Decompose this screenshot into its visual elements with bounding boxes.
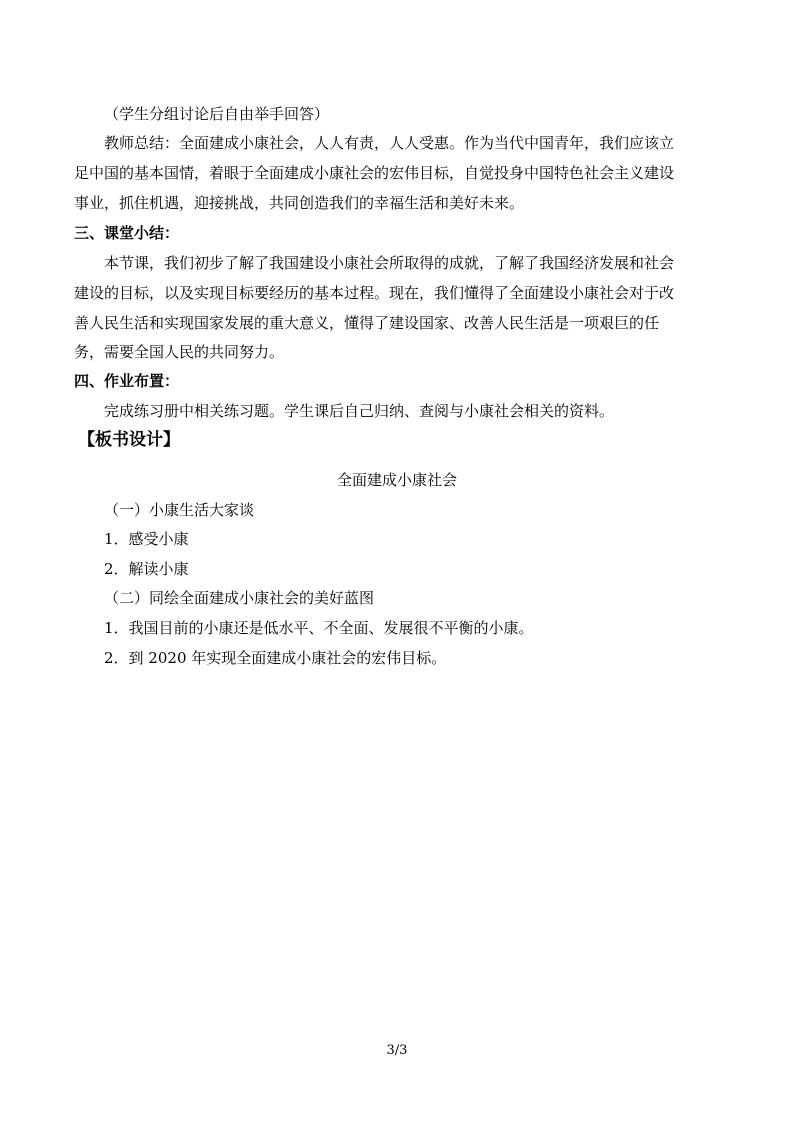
discussion-note: （学生分组讨论后自由举手回答） bbox=[104, 105, 330, 123]
summary-line-2: 建设的目标，以及实现目标要经历的基本过程。现在，我们懂得了全面建设小康社会对于改 bbox=[74, 284, 675, 302]
summary-line-3: 善人民生活和实现国家发展的重大意义，懂得了建设国家、改善人民生活是一项艰巨的任 bbox=[74, 314, 660, 332]
section-heading-summary: 三、课堂小结： bbox=[74, 224, 180, 242]
board-part-1: （一）小康生活大家谈 bbox=[104, 501, 255, 519]
board-design-title: 全面建成小康社会 bbox=[336, 471, 457, 489]
teacher-summary-line-2: 足中国的基本国情，着眼于全面建成小康社会的宏伟目标，自觉投身中国特色社会主义建设 bbox=[74, 164, 675, 182]
board-item-1-2: 2．解读小康 bbox=[104, 560, 189, 578]
section-heading-homework: 四、作业布置： bbox=[74, 372, 180, 390]
board-item-1-1: 1．感受小康 bbox=[104, 530, 189, 548]
board-item-2-2: 2．到 2020 年实现全面建成小康社会的宏伟目标。 bbox=[104, 649, 447, 667]
page-number: 3/3 bbox=[386, 1043, 408, 1058]
board-design-heading: 【板书设计】 bbox=[78, 430, 180, 450]
homework-line-1: 完成练习册中相关练习题。学生课后自己归纳、查阅与小康社会相关的资料。 bbox=[104, 402, 615, 420]
board-item-2-1: 1．我国目前的小康还是低水平、不全面、发展很不平衡的小康。 bbox=[104, 619, 534, 637]
summary-line-1: 本节课，我们初步了解了我国建设小康社会所取得的成就，了解了我国经济发展和社会 bbox=[104, 254, 675, 272]
board-part-2: （二）同绘全面建成小康社会的美好蓝图 bbox=[104, 589, 375, 607]
teacher-summary-line-1: 教师总结：全面建成小康社会，人人有责，人人受惠。作为当代中国青年，我们应该立 bbox=[104, 134, 675, 152]
teacher-summary-line-3: 事业，抓住机遇，迎接挑战，共同创造我们的幸福生活和美好未来。 bbox=[74, 194, 525, 212]
summary-line-4: 务，需要全国人民的共同努力。 bbox=[74, 343, 285, 361]
